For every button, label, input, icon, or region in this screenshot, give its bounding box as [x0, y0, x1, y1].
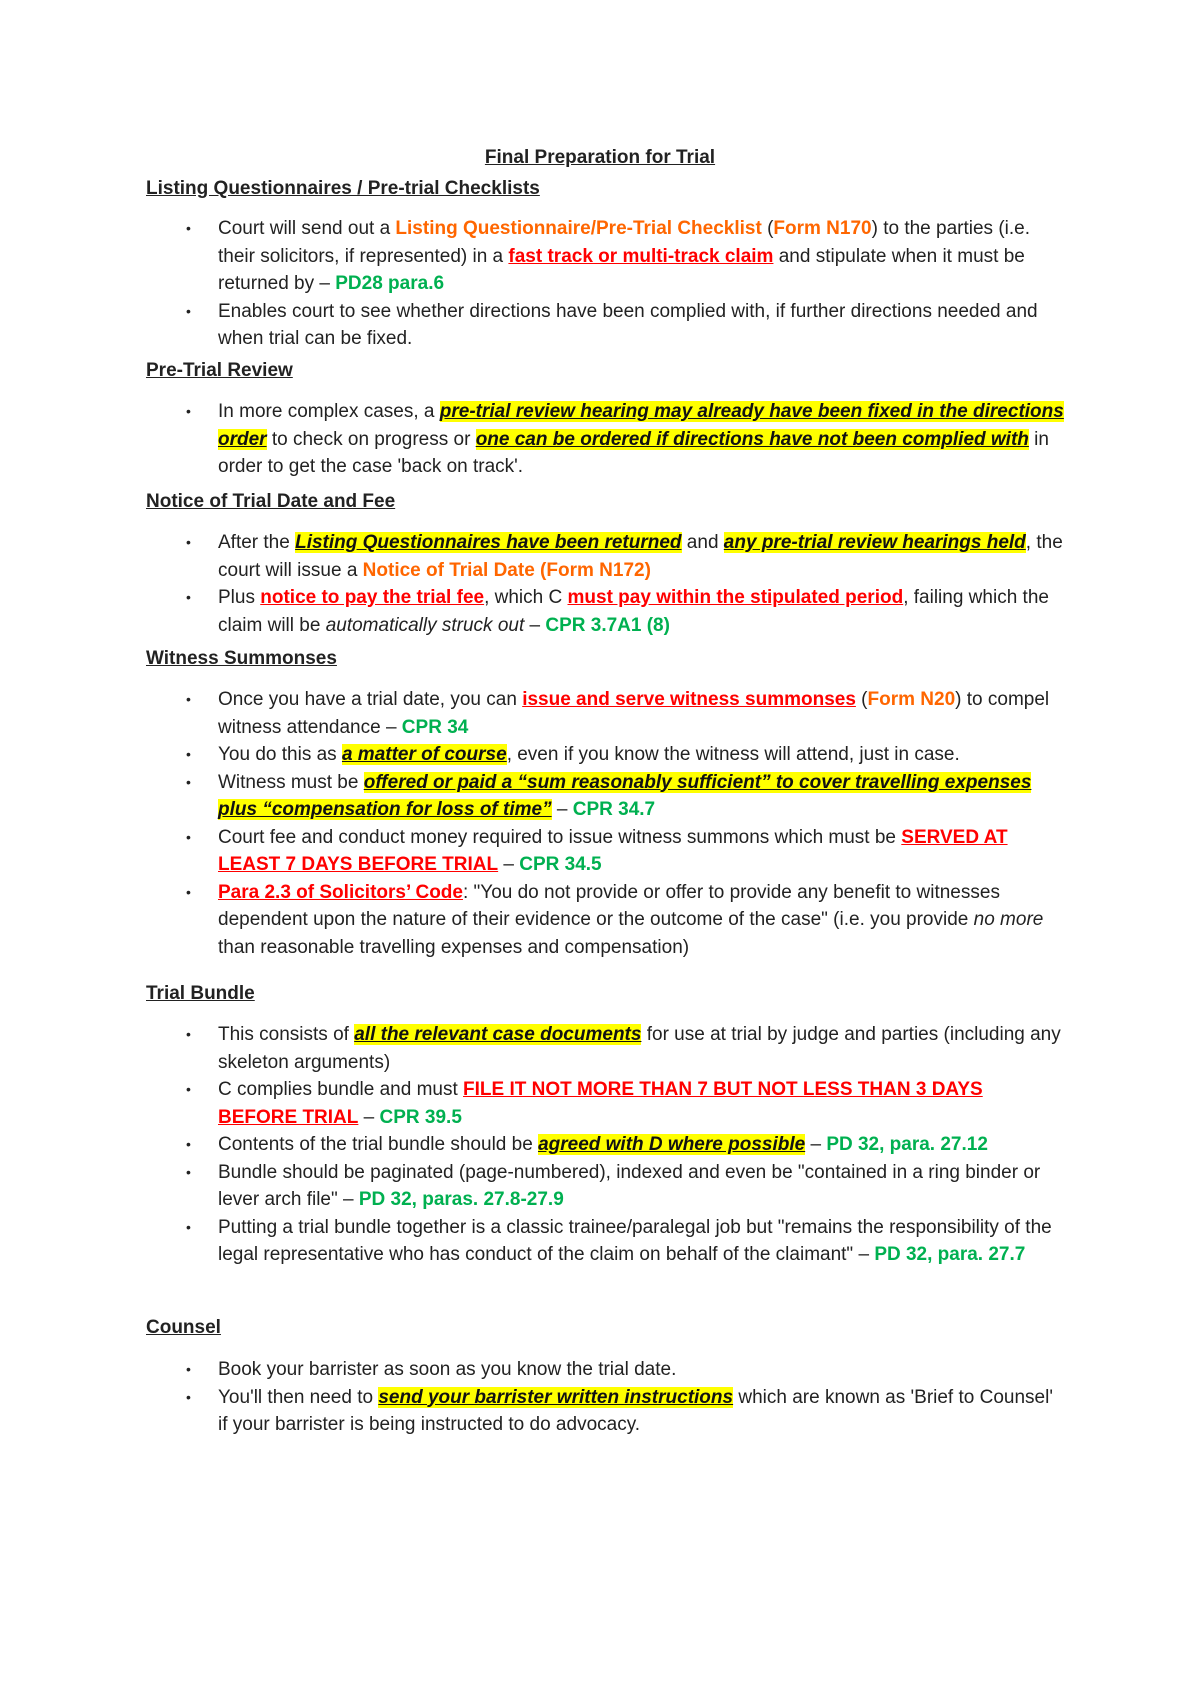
list-item — [146, 298, 1066, 353]
text-segment-red: SERVED AT LEAST 7 DAYS BEFORE TRIAL — [218, 826, 1008, 875]
section-heading-text: Listing Questionnaires / Pre-trial Checklists — [146, 178, 540, 199]
text-segment-plain: which are known as 'Brief to Counsel' if your barrister is being instructed to do advocacy. — [218, 1386, 1053, 1435]
list-item — [146, 1214, 1066, 1269]
bullet-list-container — [146, 1021, 1066, 1269]
bullet-icon: • — [186, 828, 191, 845]
bullet-list-container — [146, 1356, 1066, 1439]
text-segment-plain: – — [805, 1134, 827, 1155]
text-segment-orange: Listing Questionnaire/Pre-Trial Checklist — [395, 218, 762, 239]
bullet-icon: • — [186, 589, 191, 605]
text-segment-red: must pay within the stipulated period — [567, 587, 904, 608]
text-segment-hl: pre-trial review hearing may already have been fixed in the directions order — [218, 401, 1064, 450]
bullet-list — [146, 215, 1066, 353]
text-segment-plain: ( — [855, 689, 868, 710]
bullet-icon: • — [186, 773, 191, 790]
text-segment-plain: : "You do not provide or offer to provide any benefit to witnesses dependent upon the nature of their evidence or the outcome of the case" (i.e. you provide — [218, 881, 1000, 930]
text-segment-plain: , the court will issue a — [218, 532, 1063, 581]
text-segment-plain: Court will send out a — [218, 218, 396, 239]
text-segment-plain: This consists of — [218, 1024, 355, 1045]
list-item — [146, 529, 1066, 584]
text-segment-plain: Contents of the trial bundle should be — [218, 1134, 539, 1155]
list-item — [146, 1384, 1066, 1439]
text-segment-hl: one can be ordered if directions have not been complied with — [475, 428, 1029, 450]
text-segment-hl: send your barrister written instructions — [378, 1386, 734, 1408]
text-segment-red: Para 2.3 of Solicitors’ Code — [218, 881, 463, 903]
section-heading — [146, 177, 1066, 201]
bullet-icon: • — [186, 302, 191, 319]
text-segment-plain: Bundle should be paginated (page-numbered), indexed and even be "contained in a ring binder or lever arch file" – — [218, 1161, 1041, 1210]
text-segment-green: CPR 34.7 — [572, 799, 656, 820]
list-item — [146, 1021, 1066, 1076]
text-segment-plain: ) to compel witness attendance – — [218, 689, 1050, 738]
list-item — [146, 1356, 1066, 1384]
text-segment-red: notice to pay the trial fee — [260, 587, 485, 608]
bullet-icon: • — [186, 1026, 191, 1042]
bullet-list-container — [146, 686, 1066, 961]
text-segment-green: PD 32, para. 27.12 — [826, 1134, 988, 1155]
bullet-icon: • — [186, 220, 191, 236]
text-segment-plain: , which C — [484, 587, 568, 608]
list-item — [146, 1159, 1066, 1214]
text-segment-red: fast track or multi-track claim — [508, 245, 774, 267]
text-segment-plain: In more complex cases, a — [218, 401, 440, 422]
text-segment-plain: to check on progress or — [266, 428, 476, 450]
text-segment-green: PD28 para.6 — [335, 273, 445, 294]
text-segment-plain: – — [358, 1106, 380, 1128]
text-segment-plain: than reasonable travelling expenses and compensation) — [218, 936, 690, 958]
bullet-icon: • — [186, 1218, 191, 1235]
text-segment-green: PD 32, para. 27.7 — [874, 1244, 1026, 1265]
text-segment-plain: Once you have a trial date, you can — [218, 689, 523, 710]
text-segment-hl: offered or paid a “sum reasonably sufficient” to cover travelling expenses plus “compensation for loss of time” — [218, 771, 1032, 820]
section-heading-text: Witness Summonses — [146, 648, 337, 669]
text-segment-hl: Listing Questionnaires have been returned — [295, 532, 682, 553]
text-segment-hl: all the relevant case documents — [354, 1024, 642, 1045]
text-segment-green: CPR 34 — [401, 716, 469, 738]
bullet-icon: • — [186, 691, 191, 707]
bullet-list — [146, 1021, 1066, 1269]
text-segment-orange: Form N170 — [773, 218, 872, 239]
text-segment-plain: You'll then need to — [218, 1386, 379, 1408]
text-segment-plain: in order to get the case 'back on track'. — [218, 428, 1049, 477]
text-segment-orange: Notice of Trial Date (Form N172) — [362, 559, 651, 581]
section-heading — [146, 359, 1066, 383]
bullet-icon: • — [186, 534, 191, 550]
section-heading — [146, 982, 1066, 1006]
text-segment-plain: ) to the parties (i.e. their solicitors, if represented) in a — [218, 218, 1031, 267]
bullet-icon: • — [186, 883, 191, 900]
bullet-list — [146, 398, 1066, 481]
section-heading-text: Counsel — [146, 1317, 221, 1338]
list-item — [146, 398, 1066, 481]
bullet-icon: • — [186, 1388, 191, 1405]
text-segment-green: CPR 39.5 — [379, 1106, 462, 1128]
text-segment-plain: ( — [761, 218, 774, 239]
bullet-icon: • — [186, 1361, 191, 1377]
text-segment-plain: Court fee and conduct money required to issue witness summons which must be — [218, 826, 902, 848]
list-item — [146, 584, 1066, 639]
text-segment-plain: , even if you know the witness will attend, just in case. — [506, 744, 960, 765]
text-segment-plain: and stipulate when it must be returned by – — [218, 245, 1025, 294]
bullet-list-container — [146, 215, 1066, 353]
text-segment-plain: You do this as — [218, 744, 342, 765]
list-item — [146, 686, 1066, 741]
text-segment-plain: – — [498, 854, 520, 875]
list-item — [146, 215, 1066, 298]
bullet-icon: • — [186, 403, 191, 419]
text-segment-plain: After the — [218, 532, 296, 553]
document-title: Final Preparation for Trial — [484, 147, 716, 168]
text-segment-green: CPR 3.7A1 (8) — [545, 614, 670, 636]
section-heading — [146, 1316, 1066, 1340]
bullet-list-container — [146, 529, 1066, 639]
text-segment-plain: Witness must be — [218, 771, 364, 793]
text-segment-plain: Book your barrister as soon as you know the trial date. — [218, 1359, 677, 1380]
text-segment-plain: and — [681, 532, 724, 553]
text-segment-plain: C complies bundle and must — [218, 1079, 464, 1100]
text-segment-green: PD 32, paras. 27.8-27.9 — [358, 1189, 564, 1210]
text-segment-red: issue and serve witness summonses — [522, 689, 856, 710]
text-segment-hl: any pre-trial review hearings held — [723, 532, 1026, 553]
text-segment-plain: Plus — [218, 587, 261, 608]
section-heading — [146, 647, 1066, 671]
bullet-list — [146, 1356, 1066, 1439]
text-segment-plain: Putting a trial bundle together is a classic trainee/paralegal job but "remains the responsibility of the legal representative who has conduct of the claim on behalf of the claimant" – — [218, 1216, 1052, 1265]
list-item — [146, 824, 1066, 879]
section-heading — [146, 490, 1066, 514]
bullet-icon: • — [186, 1163, 191, 1180]
text-segment-it: no more — [973, 909, 1044, 930]
bullet-list-container — [146, 398, 1066, 481]
text-segment-plain: – — [551, 799, 573, 820]
text-segment-orange: Form N20 — [867, 689, 956, 710]
bullet-icon: • — [186, 1136, 191, 1152]
text-segment-plain: , failing which the claim will be — [218, 587, 1049, 636]
text-segment-it: automatically struck out — [325, 614, 525, 636]
list-item — [146, 1131, 1066, 1159]
text-segment-plain: Enables court to see whether directions have been complied with, if further directions needed and when trial can be fixed. — [218, 300, 1038, 349]
text-segment-hl: agreed with D where possible — [538, 1134, 806, 1155]
bullet-icon: • — [186, 746, 191, 762]
list-item — [146, 741, 1066, 769]
text-segment-hl: a matter of course — [341, 744, 507, 765]
list-item — [146, 879, 1066, 962]
list-item — [146, 1076, 1066, 1131]
section-heading-text: Pre-Trial Review — [146, 360, 293, 381]
text-segment-plain: for use at trial by judge and parties (including any skeleton arguments) — [218, 1024, 1061, 1073]
list-item — [146, 769, 1066, 824]
section-heading-text: Trial Bundle — [146, 983, 255, 1004]
bullet-icon: • — [186, 1081, 191, 1097]
text-segment-green: CPR 34.5 — [519, 854, 602, 875]
text-segment-plain: – — [524, 614, 546, 636]
bullet-list — [146, 529, 1066, 639]
bullet-list — [146, 686, 1066, 961]
text-segment-red: FILE IT NOT MORE THAN 7 BUT NOT LESS THAN 3 DAYS BEFORE TRIAL — [218, 1079, 983, 1128]
section-heading-text: Notice of Trial Date and Fee — [146, 491, 396, 512]
